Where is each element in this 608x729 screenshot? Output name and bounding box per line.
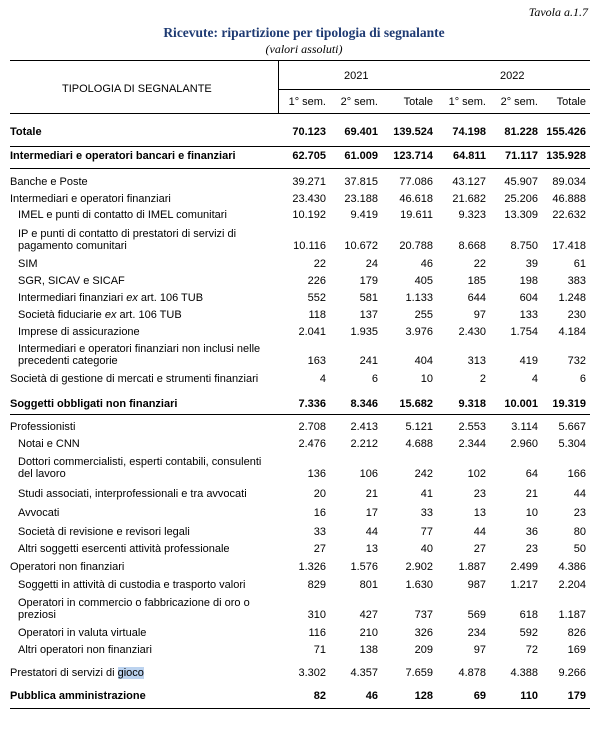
section-rule (10, 168, 590, 169)
row-label: Altri operatori non finanziari (18, 644, 152, 656)
cell-value: 21 (365, 488, 378, 500)
cell-value: 1.935 (350, 326, 378, 338)
cell-value: 10 (525, 507, 538, 519)
cell-value: 1.248 (558, 292, 586, 304)
cell-value: 20.788 (399, 240, 433, 252)
cell-value: 15.682 (399, 398, 433, 410)
cell-value: 8.346 (350, 398, 378, 410)
cell-value: 1.133 (405, 292, 433, 304)
header-divider (278, 60, 279, 113)
cell-value: 163 (307, 355, 326, 367)
row-label-part: gioco (117, 667, 144, 679)
row-label: Operatori non finanziari (10, 561, 125, 573)
cell-value: 133 (519, 309, 538, 321)
cell-value: 77 (420, 526, 433, 538)
cell-value: 326 (414, 627, 433, 639)
cell-value: 987 (467, 579, 486, 591)
cell-value: 2.212 (350, 438, 378, 450)
cell-value: 155.426 (546, 126, 586, 138)
cell-value: 71.117 (504, 150, 538, 162)
cell-value: 41 (420, 488, 433, 500)
subcol-header: 2° sem. (340, 96, 378, 108)
cell-value: 46.618 (399, 193, 433, 205)
cell-value: 17 (365, 507, 378, 519)
cell-value: 37.815 (344, 176, 378, 188)
row-label-part: ex (126, 292, 138, 304)
cell-value: 3.976 (405, 326, 433, 338)
table-number: Tavola a.1.7 (528, 5, 588, 19)
cell-value: 3.114 (511, 421, 538, 433)
row-label-part: Dottori commercialisti, esperti contabili, consulenti (18, 456, 262, 468)
row-label (18, 456, 276, 480)
cell-value: 166 (567, 468, 586, 480)
cell-value: 102 (467, 468, 486, 480)
cell-value: 2.499 (510, 561, 538, 573)
row-label: Notai e CNN (18, 438, 80, 450)
subcol-header: 1° sem. (448, 96, 486, 108)
year-header-2021: 2021 (344, 70, 369, 82)
row-label-part: precedenti categorie (18, 355, 118, 367)
cell-value: 45.907 (504, 176, 538, 188)
row-label: Soggetti obbligati non finanziari (10, 398, 178, 410)
cell-value: 81.228 (504, 126, 538, 138)
row-label-part: art. 106 TUB (116, 309, 182, 321)
cell-value: 3.302 (298, 667, 326, 679)
cell-value: 46 (365, 690, 378, 702)
cell-value: 118 (308, 309, 326, 321)
cell-value: 39 (525, 258, 538, 270)
cell-value: 644 (467, 292, 486, 304)
row-label: Intermediari e operatori bancari e finanziari (10, 150, 236, 162)
cell-value: 1.187 (558, 609, 586, 621)
cell-value: 19.319 (552, 398, 586, 410)
cell-value: 22 (313, 258, 326, 270)
cell-value: 10.001 (504, 398, 538, 410)
cell-value: 21 (525, 488, 538, 500)
cell-value: 592 (519, 627, 538, 639)
cell-value: 2.553 (458, 421, 486, 433)
cell-value: 732 (567, 355, 586, 367)
cell-value: 8.750 (510, 240, 538, 252)
cell-value: 226 (307, 275, 326, 287)
cell-value: 826 (567, 627, 586, 639)
cell-value: 10.672 (344, 240, 378, 252)
row-label-part: Società fiduciarie (18, 309, 105, 321)
cell-value: 23 (473, 488, 486, 500)
cell-value: 210 (359, 627, 378, 639)
cell-value: 2.413 (350, 421, 378, 433)
cell-value: 74.198 (452, 126, 486, 138)
row-label: Società di gestione di mercati e strumenti finanziari (10, 373, 259, 385)
row-label: Totale (10, 126, 42, 138)
cell-value: 581 (359, 292, 378, 304)
cell-value: 40 (420, 543, 433, 555)
cell-value: 4.386 (558, 561, 586, 573)
cell-value: 179 (567, 690, 586, 702)
cell-value: 23 (573, 507, 586, 519)
cell-value: 569 (467, 609, 486, 621)
cell-value: 25.206 (504, 193, 538, 205)
cell-value: 116 (308, 627, 326, 639)
cell-value: 82 (313, 690, 326, 702)
subcol-header: 2° sem. (500, 96, 538, 108)
cell-value: 1.326 (298, 561, 326, 573)
column-header-category: TIPOLOGIA DI SEGNALANTE (62, 83, 212, 95)
cell-value: 2.041 (298, 326, 326, 338)
cell-value: 313 (467, 355, 486, 367)
cell-value: 9.419 (350, 209, 378, 221)
cell-value: 13 (365, 543, 378, 555)
cell-value: 9.318 (458, 398, 486, 410)
cell-value: 135.928 (546, 150, 586, 162)
cell-value: 1.217 (510, 579, 538, 591)
cell-value: 19.611 (400, 209, 433, 221)
section-rule (10, 414, 590, 415)
cell-value: 13 (473, 507, 486, 519)
cell-value: 737 (414, 609, 433, 621)
cell-value: 21.682 (452, 193, 486, 205)
cell-value: 22 (473, 258, 486, 270)
row-label-part: ex (104, 309, 117, 321)
cell-value: 7.336 (298, 398, 326, 410)
cell-value: 5.121 (405, 421, 433, 433)
cell-value: 179 (359, 275, 378, 287)
row-label-part: del lavoro (18, 468, 66, 480)
cell-value: 2 (479, 373, 486, 385)
cell-value: 123.714 (393, 150, 433, 162)
cell-value: 39.271 (292, 176, 326, 188)
cell-value: 198 (519, 275, 538, 287)
cell-value: 185 (467, 275, 486, 287)
cell-value: 50 (573, 543, 586, 555)
cell-value: 136 (307, 468, 326, 480)
cell-value: 230 (567, 309, 586, 321)
row-label-part: Intermediari e operatori finanziari non inclusi nelle (18, 343, 261, 355)
cell-value: 46 (420, 258, 433, 270)
cell-value: 4 (319, 373, 326, 385)
row-label: SGR, SICAV e SICAF (18, 275, 125, 287)
cell-value: 70.123 (292, 126, 326, 138)
row-label (18, 343, 276, 367)
cell-value: 6 (371, 373, 378, 385)
cell-value: 6 (579, 373, 586, 385)
row-label: SIM (18, 258, 38, 270)
cell-value: 427 (359, 609, 378, 621)
cell-value: 77.086 (399, 176, 433, 188)
cell-value: 62.705 (292, 150, 326, 162)
cell-value: 23.430 (292, 193, 326, 205)
row-label: Pubblica amministrazione (10, 690, 146, 702)
cell-value: 61 (573, 258, 586, 270)
cell-value: 2.430 (458, 326, 486, 338)
cell-value: 1.576 (350, 561, 378, 573)
cell-value: 7.659 (405, 667, 433, 679)
cell-value: 23 (525, 543, 538, 555)
row-label (18, 309, 276, 321)
row-label-part: IP e punti di contatto di prestatori di servizi di (18, 228, 237, 240)
cell-value: 46.888 (552, 193, 586, 205)
cell-value: 97 (473, 644, 486, 656)
cell-value: 1.754 (510, 326, 538, 338)
cell-value: 234 (467, 627, 486, 639)
cell-value: 36 (525, 526, 538, 538)
row-label (18, 597, 276, 621)
cell-value: 16 (313, 507, 326, 519)
cell-value: 64.811 (452, 150, 486, 162)
cell-value: 4.878 (458, 667, 486, 679)
subcol-header: Totale (403, 96, 433, 108)
cell-value: 69 (473, 690, 486, 702)
row-label: Altri soggetti esercenti attività professionale (18, 543, 230, 555)
row-label: Imprese di assicurazione (18, 326, 140, 338)
row-label: Intermediari e operatori finanziari (10, 193, 171, 205)
cell-value: 169 (567, 644, 586, 656)
cell-value: 552 (307, 292, 326, 304)
cell-value: 5.667 (558, 421, 586, 433)
bottom-rule (10, 708, 590, 709)
cell-value: 2.344 (458, 438, 486, 450)
row-label-part: preziosi (18, 609, 56, 621)
top-rule (10, 60, 590, 61)
cell-value: 72 (525, 644, 538, 656)
year-header-2022: 2022 (500, 70, 525, 82)
cell-value: 13.309 (504, 209, 538, 221)
table-title: Ricevute: ripartizione per tipologia di segnalante (163, 25, 445, 40)
cell-value: 137 (359, 309, 378, 321)
cell-value: 22.632 (552, 209, 586, 221)
cell-value: 383 (567, 275, 586, 287)
row-label: Società di revisione e revisori legali (18, 526, 190, 538)
cell-value: 24 (365, 258, 378, 270)
cell-value: 17.418 (552, 240, 586, 252)
header-rule (10, 113, 590, 114)
cell-value: 829 (307, 579, 326, 591)
cell-value: 419 (519, 355, 538, 367)
cell-value: 69.401 (344, 126, 378, 138)
cell-value: 1.630 (405, 579, 433, 591)
cell-value: 255 (414, 309, 433, 321)
row-label: Avvocati (18, 507, 60, 519)
cell-value: 5.304 (558, 438, 586, 450)
cell-value: 89.034 (552, 176, 586, 188)
cell-value: 4.688 (405, 438, 433, 450)
cell-value: 4.357 (350, 667, 378, 679)
cell-value: 4.184 (558, 326, 586, 338)
cell-value: 71 (313, 644, 326, 656)
cell-value: 209 (414, 644, 433, 656)
cell-value: 2.902 (405, 561, 433, 573)
cell-value: 44 (365, 526, 378, 538)
cell-value: 23.188 (344, 193, 378, 205)
row-label (18, 292, 276, 304)
row-label: Operatori in valuta virtuale (18, 627, 147, 639)
row-label: Soggetti in attività di custodia e trasporto valori (18, 579, 246, 591)
cell-value: 97 (473, 309, 486, 321)
cell-value: 4 (531, 373, 538, 385)
cell-value: 4.388 (510, 667, 538, 679)
cell-value: 10.116 (293, 240, 326, 252)
table-subtitle: (valori assoluti) (265, 42, 343, 56)
cell-value: 9.323 (458, 209, 486, 221)
subcol-header: Totale (556, 96, 586, 108)
section-rule (10, 146, 590, 147)
cell-value: 2.476 (298, 438, 326, 450)
cell-value: 106 (359, 468, 378, 480)
cell-value: 310 (307, 609, 326, 621)
cell-value: 242 (414, 468, 433, 480)
cell-value: 2.708 (298, 421, 326, 433)
cell-value: 241 (359, 355, 378, 367)
cell-value: 801 (359, 579, 378, 591)
cell-value: 43.127 (452, 176, 486, 188)
cell-value: 44 (573, 488, 586, 500)
row-label: Professionisti (10, 421, 76, 433)
cell-value: 1.887 (458, 561, 486, 573)
cell-value: 27 (473, 543, 486, 555)
row-label: IMEL e punti di contatto di IMEL comunitari (18, 209, 227, 221)
cell-value: 618 (519, 609, 538, 621)
cell-value: 80 (573, 526, 586, 538)
cell-value: 139.524 (393, 126, 433, 138)
cell-value: 64 (525, 468, 538, 480)
cell-value: 10.192 (292, 209, 326, 221)
cell-value: 20 (313, 488, 326, 500)
cell-value: 128 (414, 690, 433, 702)
cell-value: 44 (473, 526, 486, 538)
cell-value: 33 (420, 507, 433, 519)
cell-value: 405 (414, 275, 433, 287)
year-rule (278, 89, 590, 90)
row-label-part: art. 106 TUB (137, 292, 204, 304)
cell-value: 33 (313, 526, 326, 538)
cell-value: 2.960 (510, 438, 538, 450)
cell-value: 9.266 (558, 667, 586, 679)
row-label-part: pagamento comunitari (18, 240, 127, 252)
row-label-part: Operatori in commercio o fabbricazione di oro o (18, 597, 250, 609)
cell-value: 138 (359, 644, 378, 656)
cell-value: 2.204 (558, 579, 586, 591)
cell-value: 27 (313, 543, 326, 555)
cell-value: 404 (414, 355, 433, 367)
row-label (18, 228, 276, 252)
row-label: Banche e Poste (10, 176, 88, 188)
row-label-part: Intermediari finanziari (18, 292, 127, 304)
cell-value: 10 (420, 373, 433, 385)
cell-value: 61.009 (344, 150, 378, 162)
cell-value: 110 (520, 690, 538, 702)
row-label (10, 667, 278, 679)
cell-value: 604 (519, 292, 538, 304)
cell-value: 8.668 (458, 240, 486, 252)
row-label-part: Prestatori di servizi di (10, 667, 118, 679)
row-label: Studi associati, interprofessionali e tra avvocati (18, 488, 247, 500)
subcol-header: 1° sem. (288, 96, 326, 108)
